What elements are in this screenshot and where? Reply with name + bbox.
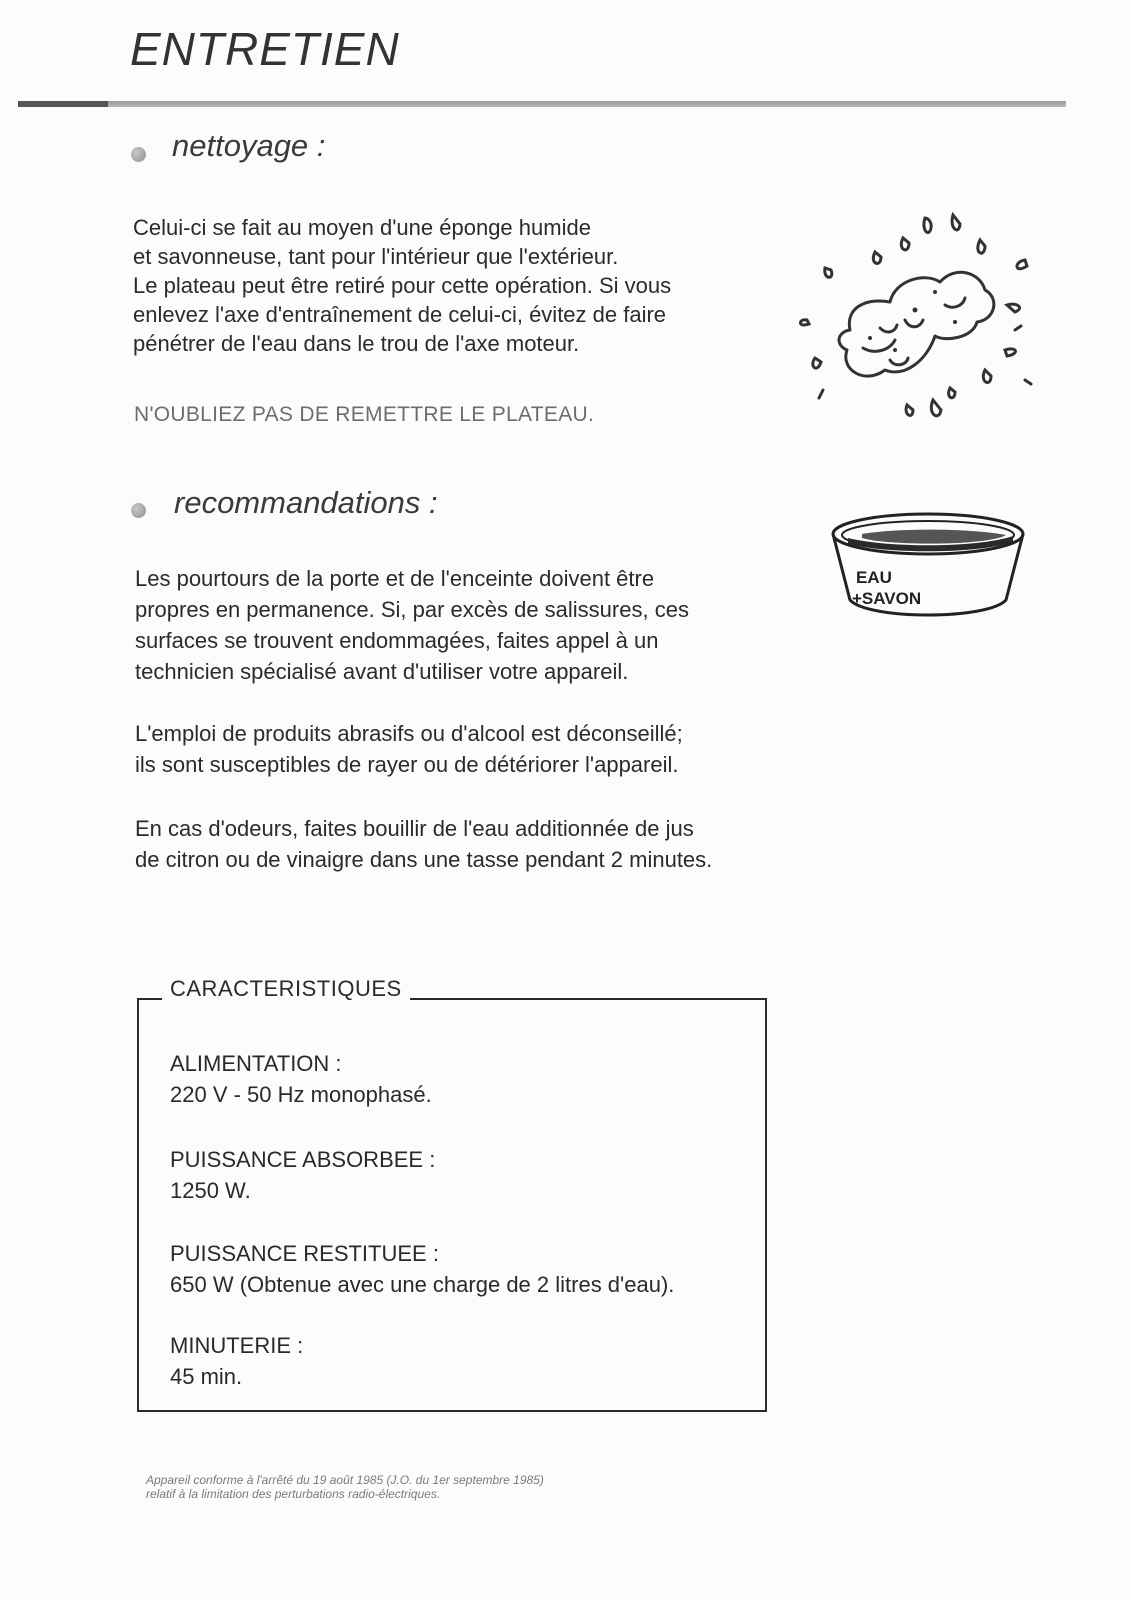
footnote-line: Appareil conforme à l'arrêté du 19 août 1985 (J.O. du 1er septembre 1985) bbox=[146, 1473, 544, 1487]
footnote-line: relatif à la limitation des perturbations radio-électriques. bbox=[146, 1487, 441, 1501]
section-heading-nettoyage: nettoyage : bbox=[172, 128, 326, 163]
nettoyage-line: et savonneuse, tant pour l'intérieur que l'extérieur. bbox=[133, 244, 619, 269]
recommandations-line: de citron ou de vinaigre dans une tasse pendant 2 minutes. bbox=[135, 847, 713, 872]
bowl-label-eau: EAU bbox=[856, 568, 892, 587]
nettoyage-line: pénétrer de l'eau dans le trou de l'axe moteur. bbox=[133, 331, 580, 356]
nettoyage-line: Le plateau peut être retiré pour cette opération. Si vous bbox=[133, 273, 672, 298]
plateau-reminder: N'OUBLIEZ PAS DE REMETTRE LE PLATEAU. bbox=[134, 403, 595, 426]
nettoyage-line: Celui-ci se fait au moyen d'une éponge humide bbox=[133, 215, 591, 240]
recommandations-line: Les pourtours de la porte et de l'enceinte doivent être bbox=[135, 566, 655, 591]
spec-label: MINUTERIE : bbox=[170, 1333, 304, 1358]
spec-minuterie bbox=[170, 1330, 303, 1392]
caracteristiques-title: CARACTERISTIQUES bbox=[162, 976, 410, 1002]
spec-label: PUISSANCE ABSORBEE : bbox=[170, 1147, 436, 1172]
spec-label: ALIMENTATION : bbox=[170, 1051, 342, 1076]
section-heading-recommandations: recommandations : bbox=[174, 485, 438, 520]
sponge-illustration bbox=[795, 210, 1045, 440]
spec-value: 220 V - 50 Hz monophasé. bbox=[170, 1082, 432, 1107]
spec-puissance-restituee bbox=[170, 1238, 674, 1300]
recommandations-paragraph-3 bbox=[135, 813, 712, 875]
spec-alimentation bbox=[170, 1048, 432, 1110]
section-bullet-recommandations bbox=[131, 503, 146, 518]
spec-label: PUISSANCE RESTITUEE : bbox=[170, 1241, 439, 1266]
section-bullet-nettoyage bbox=[131, 147, 146, 162]
recommandations-line: ils sont susceptibles de rayer ou de détériorer l'appareil. bbox=[135, 752, 679, 777]
nettoyage-paragraph bbox=[133, 213, 671, 358]
bowl-illustration bbox=[828, 508, 1028, 628]
recommandations-paragraph-2 bbox=[135, 718, 683, 780]
spec-puissance-absorbee bbox=[170, 1144, 435, 1206]
recommandations-paragraph-1 bbox=[135, 563, 689, 687]
recommandations-line: L'emploi de produits abrasifs ou d'alcool est déconseillé; bbox=[135, 721, 683, 746]
recommandations-line: technicien spécialisé avant d'utiliser votre appareil. bbox=[135, 659, 629, 684]
bowl-label-savon: +SAVON bbox=[852, 589, 922, 608]
nettoyage-line: enlevez l'axe d'entraînement de celui-ci, évitez de faire bbox=[133, 302, 667, 327]
header-rule bbox=[18, 101, 1066, 107]
spec-value: 1250 W. bbox=[170, 1178, 251, 1203]
recommandations-line: surfaces se trouvent endommagées, faites appel à un bbox=[135, 628, 659, 653]
recommandations-line: propres en permanence. Si, par excès de salissures, ces bbox=[135, 597, 689, 622]
conformity-footnote bbox=[146, 1473, 544, 1501]
spec-value: 45 min. bbox=[170, 1364, 243, 1389]
page-title: ENTRETIEN bbox=[130, 23, 400, 75]
recommandations-line: En cas d'odeurs, faites bouillir de l'eau additionnée de jus bbox=[135, 816, 694, 841]
spec-value: 650 W (Obtenue avec une charge de 2 litres d'eau). bbox=[170, 1272, 675, 1297]
